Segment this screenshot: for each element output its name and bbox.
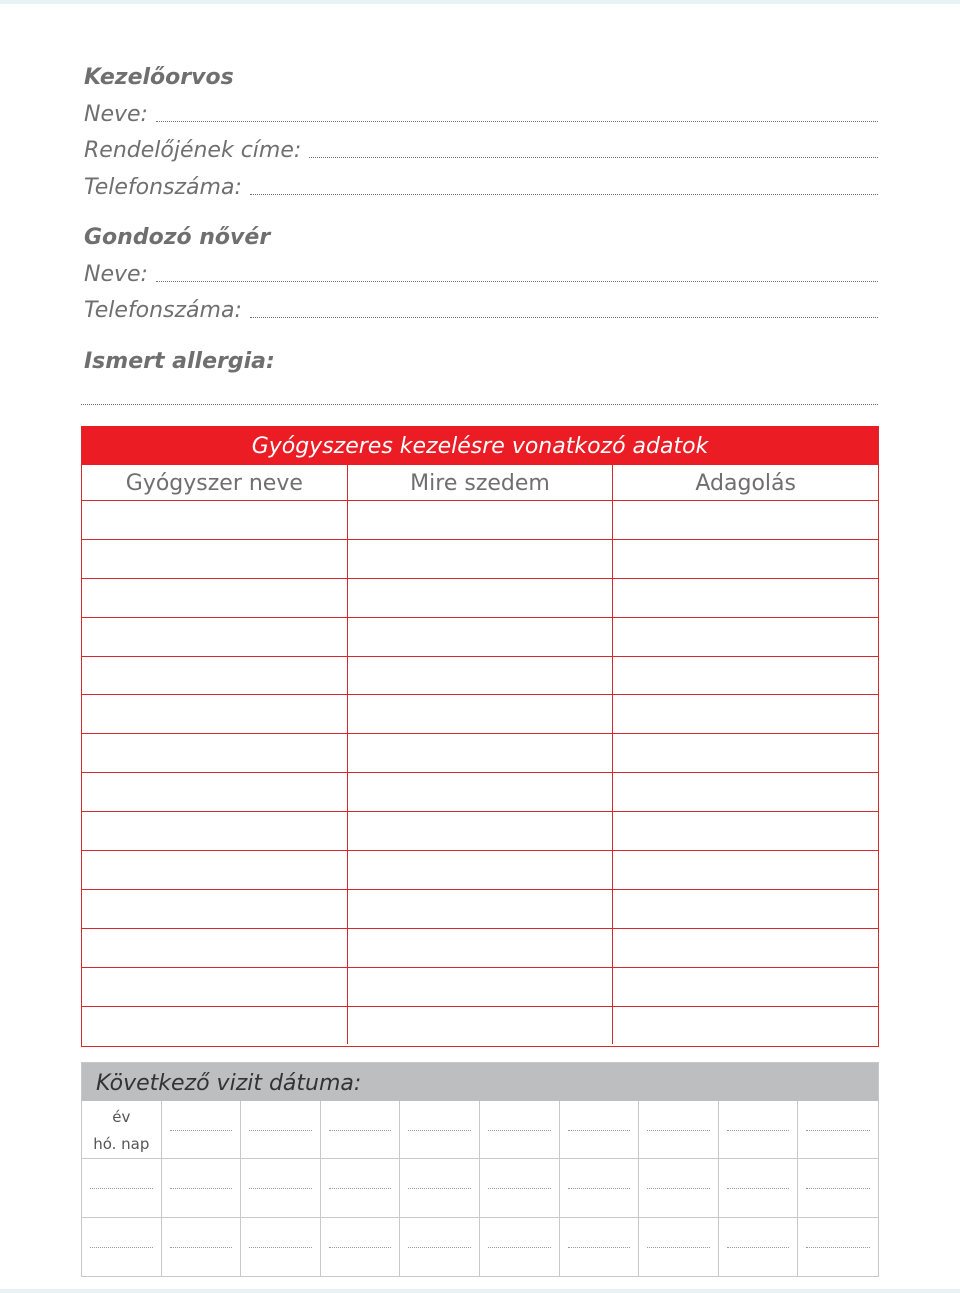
table-row <box>82 928 878 967</box>
month-day-label: hó. nap <box>93 1135 150 1153</box>
table-row <box>82 656 878 695</box>
nurse-name-line[interactable] <box>156 281 878 282</box>
table-cell-drug-name[interactable] <box>82 695 348 733</box>
date-entry-line[interactable] <box>170 1188 233 1189</box>
visit-date-cell[interactable] <box>241 1218 321 1276</box>
bottom-strip <box>0 1289 960 1293</box>
table-cell-drug-name[interactable] <box>82 618 348 656</box>
visit-date-cell[interactable] <box>82 1101 162 1159</box>
visit-date-cell[interactable] <box>639 1218 719 1276</box>
date-entry-line[interactable] <box>408 1130 471 1131</box>
table-cell-purpose[interactable] <box>348 618 614 656</box>
table-row <box>82 811 878 850</box>
table-row <box>82 500 878 539</box>
visit-date-cell[interactable] <box>82 1218 162 1276</box>
table-cell-dosage[interactable] <box>613 657 878 695</box>
visit-date-cell[interactable] <box>798 1159 878 1217</box>
date-entry-line[interactable] <box>170 1130 233 1131</box>
date-entry-line[interactable] <box>90 1247 153 1248</box>
table-cell-drug-name[interactable] <box>82 890 348 928</box>
date-entry-line[interactable] <box>408 1188 471 1189</box>
date-entry-line[interactable] <box>329 1188 392 1189</box>
visit-date-cell[interactable] <box>82 1159 162 1217</box>
table-cell-drug-name[interactable] <box>82 501 348 539</box>
table-cell-purpose[interactable] <box>348 968 614 1006</box>
doctor-address-field[interactable] <box>84 136 878 166</box>
date-entry-line[interactable] <box>806 1130 870 1131</box>
visit-date-cell[interactable] <box>162 1101 242 1159</box>
date-entry-line[interactable] <box>488 1247 551 1248</box>
visit-date-cell[interactable] <box>560 1101 640 1159</box>
date-entry-line[interactable] <box>727 1188 790 1189</box>
table-cell-dosage[interactable] <box>613 1007 878 1045</box>
date-entry-line[interactable] <box>249 1247 312 1248</box>
table-cell-purpose[interactable] <box>348 1007 614 1045</box>
table-cell-drug-name[interactable] <box>82 579 348 617</box>
date-entry-line[interactable] <box>488 1188 551 1189</box>
visit-date-cell[interactable] <box>719 1159 799 1217</box>
visit-date-cell[interactable] <box>480 1159 560 1217</box>
date-entry-line[interactable] <box>90 1188 153 1189</box>
allergy-line[interactable] <box>81 404 878 405</box>
top-strip <box>0 0 960 4</box>
table-row <box>82 617 878 656</box>
table-row <box>82 772 878 811</box>
table-cell-dosage[interactable] <box>613 618 878 656</box>
table-cell-dosage[interactable] <box>613 501 878 539</box>
table-row <box>82 1006 878 1045</box>
date-entry-line[interactable] <box>408 1247 471 1248</box>
table-cell-purpose[interactable] <box>348 851 614 889</box>
table-cell-purpose[interactable] <box>348 540 614 578</box>
date-entry-line[interactable] <box>806 1247 870 1248</box>
table-cell-drug-name[interactable] <box>82 540 348 578</box>
date-entry-line[interactable] <box>727 1130 790 1131</box>
table-cell-purpose[interactable] <box>348 929 614 967</box>
visit-date-cell[interactable] <box>560 1159 640 1217</box>
table-cell-dosage[interactable] <box>613 579 878 617</box>
medication-banner: Gyógyszeres kezelésre vonatkozó adatok <box>82 426 878 465</box>
year-label: év <box>112 1108 131 1126</box>
visit-date-cell[interactable] <box>560 1218 640 1276</box>
date-entry-line[interactable] <box>329 1247 392 1248</box>
next-visit-table <box>81 1062 879 1277</box>
visit-date-cell[interactable] <box>241 1159 321 1217</box>
table-cell-dosage[interactable] <box>613 812 878 850</box>
visit-date-cell[interactable] <box>400 1101 480 1159</box>
visit-date-cell[interactable] <box>321 1218 401 1276</box>
date-entry-line[interactable] <box>647 1130 710 1131</box>
table-cell-purpose[interactable] <box>348 695 614 733</box>
table-cell-purpose[interactable] <box>348 773 614 811</box>
visit-date-cell[interactable] <box>162 1218 242 1276</box>
table-cell-drug-name[interactable] <box>82 812 348 850</box>
table-cell-dosage[interactable] <box>613 929 878 967</box>
table-row <box>82 733 878 772</box>
allergy-title: Ismert allergia: <box>84 349 275 374</box>
visit-date-cell[interactable] <box>798 1101 878 1159</box>
nurse-phone-field[interactable] <box>84 296 878 326</box>
date-entry-line[interactable] <box>727 1247 790 1248</box>
table-cell-purpose[interactable] <box>348 734 614 772</box>
table-row <box>82 539 878 578</box>
visit-date-cell[interactable] <box>321 1159 401 1217</box>
table-cell-purpose[interactable] <box>348 890 614 928</box>
table-row <box>82 694 878 733</box>
nurse-phone-line[interactable] <box>250 317 878 318</box>
visit-date-cell[interactable] <box>241 1101 321 1159</box>
table-cell-dosage[interactable] <box>613 968 878 1006</box>
next-visit-banner: Következő vizit dátuma: <box>82 1063 878 1101</box>
date-entry-line[interactable] <box>170 1247 233 1248</box>
date-entry-line[interactable] <box>568 1188 631 1189</box>
nurse-section-title: Gondozó nővér <box>84 225 271 250</box>
visit-date-cell[interactable] <box>480 1101 560 1159</box>
nurse-name-label: Neve: <box>84 262 148 287</box>
table-cell-dosage[interactable] <box>613 851 878 889</box>
next-visit-grid <box>82 1101 878 1276</box>
visit-date-cell[interactable] <box>798 1218 878 1276</box>
date-entry-line[interactable] <box>568 1130 631 1131</box>
visit-date-cell[interactable] <box>400 1159 480 1217</box>
visit-date-cell[interactable] <box>321 1101 401 1159</box>
table-cell-purpose[interactable] <box>348 579 614 617</box>
table-cell-drug-name[interactable] <box>82 773 348 811</box>
table-cell-dosage[interactable] <box>613 695 878 733</box>
table-cell-dosage[interactable] <box>613 890 878 928</box>
column-header-drug-name: Gyógyszer neve <box>82 465 348 500</box>
table-cell-drug-name[interactable] <box>82 657 348 695</box>
medication-header-row <box>82 465 878 500</box>
visit-date-cell[interactable] <box>639 1159 719 1217</box>
visit-date-cell[interactable] <box>639 1101 719 1159</box>
table-cell-dosage[interactable] <box>613 540 878 578</box>
date-entry-line[interactable] <box>568 1247 631 1248</box>
visit-date-cell[interactable] <box>719 1218 799 1276</box>
table-cell-dosage[interactable] <box>613 734 878 772</box>
table-row <box>82 578 878 617</box>
date-entry-line[interactable] <box>647 1247 710 1248</box>
table-cell-drug-name[interactable] <box>82 851 348 889</box>
doctor-address-line[interactable] <box>309 157 878 158</box>
visit-date-cell[interactable] <box>719 1101 799 1159</box>
doctor-name-field[interactable] <box>84 100 878 130</box>
visit-date-cell[interactable] <box>400 1218 480 1276</box>
doctor-section-title: Kezelőorvos <box>84 65 234 90</box>
nurse-phone-label: Telefonszáma: <box>84 298 242 323</box>
date-entry-line[interactable] <box>249 1130 312 1131</box>
column-header-dosage: Adagolás <box>695 471 796 496</box>
medication-rows <box>82 500 878 1044</box>
doctor-phone-label: Telefonszáma: <box>84 175 242 200</box>
date-entry-line[interactable] <box>806 1188 870 1189</box>
doctor-name-line[interactable] <box>156 121 878 122</box>
table-cell-drug-name[interactable] <box>82 1007 348 1045</box>
table-cell-purpose[interactable] <box>348 657 614 695</box>
column-header-purpose: Mire szedem <box>348 465 614 500</box>
doctor-phone-field[interactable] <box>84 173 878 203</box>
nurse-name-field[interactable] <box>84 260 878 290</box>
medication-table <box>81 426 879 1047</box>
date-entry-line[interactable] <box>329 1130 392 1131</box>
date-entry-line[interactable] <box>488 1130 551 1131</box>
visit-date-cell[interactable] <box>162 1159 242 1217</box>
visit-date-cell[interactable] <box>480 1218 560 1276</box>
table-row <box>82 967 878 1006</box>
table-cell-dosage[interactable] <box>613 773 878 811</box>
table-row <box>82 850 878 889</box>
table-cell-purpose[interactable] <box>348 812 614 850</box>
doctor-address-label: Rendelőjének címe: <box>84 138 302 163</box>
table-cell-drug-name[interactable] <box>82 968 348 1006</box>
table-row <box>82 889 878 928</box>
date-entry-line[interactable] <box>647 1188 710 1189</box>
table-cell-drug-name[interactable] <box>82 929 348 967</box>
date-entry-line[interactable] <box>249 1188 312 1189</box>
doctor-phone-line[interactable] <box>250 194 878 195</box>
table-cell-purpose[interactable] <box>348 501 614 539</box>
doctor-name-label: Neve: <box>84 102 148 127</box>
table-cell-drug-name[interactable] <box>82 734 348 772</box>
